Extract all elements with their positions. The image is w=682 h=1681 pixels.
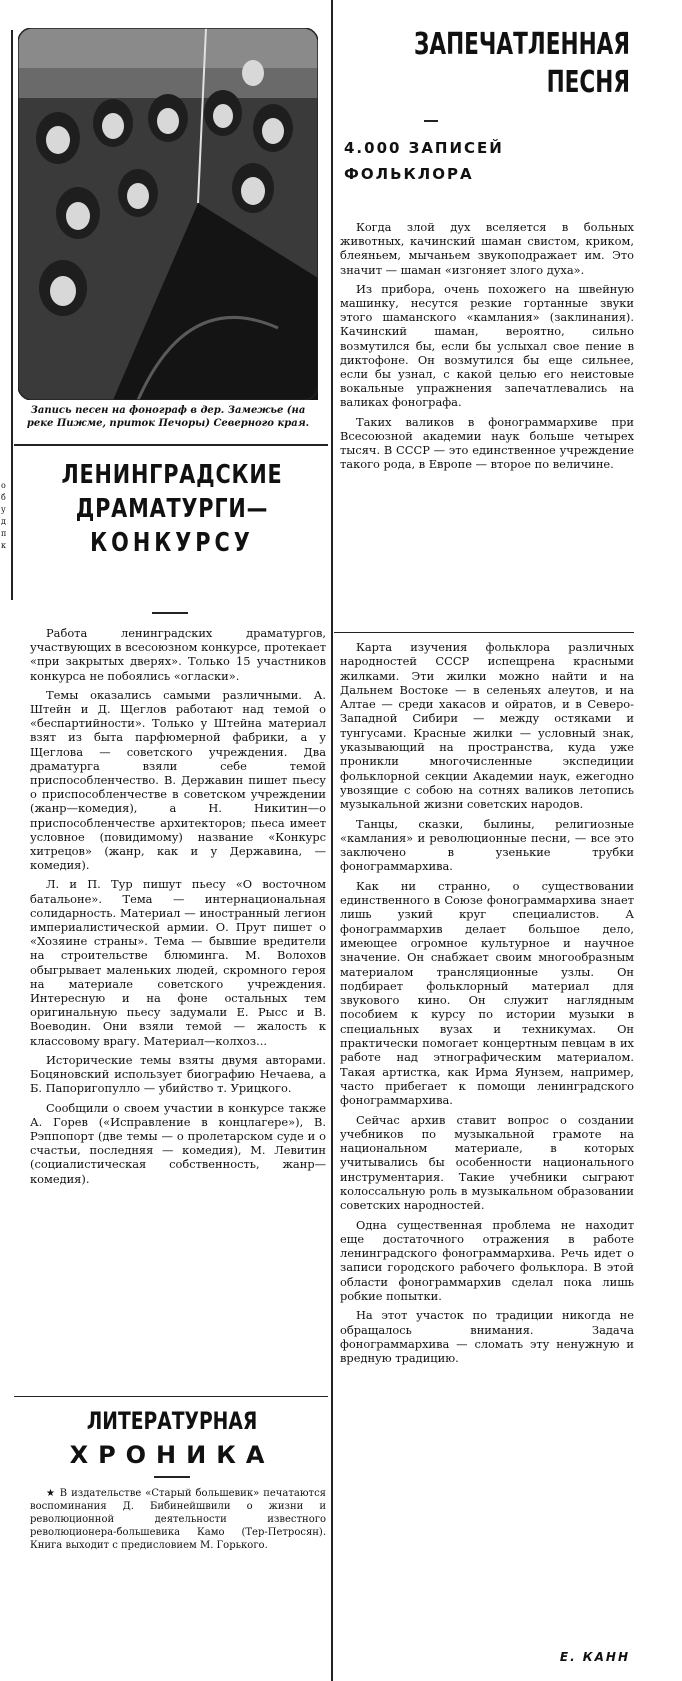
- folklore-paragraph-4: Карта изучения фольклора различных народностей СССР испещрена красными жилками. Эти жилки можно найти и на Дальнем Востоке — в селеньях алеутов, и на Алтае — среди хакасов и ойратов, и в Северо-Западной Сибири — между остяками и тунгусами. Красные жилки — условный знак, указывающий на пространства, куда уже проникли многочисленные экспедиции фольклорной секции Академии наук, ежегодно увозящие с собою на сотнях валиков летопись музыкальной жизни советских народов.: [340, 640, 634, 812]
- leningrad-headline-line-3: КОНКУРСУ: [90, 528, 254, 558]
- left-edge-rule: [11, 30, 13, 600]
- headline-dash: [424, 120, 438, 122]
- left-edge-strip: [0, 0, 14, 1681]
- folklore-subheadline: [344, 135, 624, 187]
- left-edge-fragment: о б у д п к: [1, 481, 7, 550]
- folklore-paragraph-3: Таких валиков в фонограммархиве при Всесоюзной академии наук больше четырех тысяч. В СССР — это единственное учреждение такого рода, в Европе — второе по величине.: [340, 414, 634, 472]
- folklore-paragraph-9: На этот участок по традиции никогда не обращалось внимания. Задача фонограммархива — сломать эту ненужную и вредную традицию.: [340, 1308, 634, 1366]
- folklore-paragraph-2: Из прибора, очень похожего на швейную машинку, несутся резкие гортанные звуки этого шаманского «камлания» (заклинания). Качинский шаман, вероятно, сильно возмутился бы, если бы услыхал свое пение в диктофоне. Он возмутился бы еще сильнее, если бы узнал, с какой целью его неистовые вокальные упражнения запечатлевались на валиках фонографа.: [340, 281, 634, 410]
- section-divider: [334, 632, 634, 633]
- leningrad-headline: [22, 458, 322, 560]
- leningrad-paragraph-2: Темы оказались самыми различными. А. Штейн и Д. Щеглов работают над темой о «беспартийности». Только у Штейна материал взят из быта парфюмерной фабрики, а у Щеглова — советского учреждения. Два драматурга взяли себе темой приспособленчество. В. Державин пишет пьесу о приспособленчестве в советском учреждении (жанр—комедия), а Н. Никитин—о приспособленчестве архитекторов; пьеса имеет условное (повидимому) название «Конкурс хитрецов» (жанр, как и у Державина, — комедия).: [30, 687, 326, 873]
- folklore-paragraph-1: Когда злой дух вселяется в больных животных, качинский шаман свистом, криком, блеяньем, мычаньем звукоподражает им. Это значит — шаман «изгоняет злого духа».: [340, 220, 634, 277]
- chronicle-headline-line-2: ХРОНИКА: [69, 1441, 275, 1469]
- author-signature-block: [340, 1650, 630, 1664]
- folklore-paragraph-6: Как ни странно, о существовании единственного в Союзе фонограммархива знает лишь узкий круг специалистов. А фонограммархив делает большое дело, имеющее огромное культурное и научное значение. Он снабжает своим многообразным материалом трансляционные узлы. Он подбирает фольклорный материал для звукового кино. Он служит наглядным пособием к курсу по истории музыки в специальных вузах и техникумах. Он практически помогает концертным певцам в их работе над этнографическим материалом. Такая артистка, как Ирма Яунзем, например, часто прибегает к помощи ленинградского фонограммархива.: [340, 878, 634, 1108]
- folklore-paragraph-7: Сейчас архив ставит вопрос о создании учебников по музыкальной грамоте на национальном материале, в которых учитывались бы особенности национального инструментария. Такие учебники сыграют колоссальную роль в музыкальном образовании советских народностей.: [340, 1112, 634, 1213]
- folklore-recording-photo: [18, 28, 318, 400]
- folklore-headline: [330, 26, 630, 102]
- leningrad-paragraph-5: Сообщили о своем участии в конкурсе также А. Горев («Исправление в концлагере»), В. Рэппопорт (две темы — о пролетарском суде и о счастьи, последняя — комедия), М. Левитин (социалистическая собственность, жанр—комедия).: [30, 1100, 326, 1186]
- leningrad-article-body: [30, 626, 326, 1191]
- folklore-headline-line-2: ПЕСНЯ: [546, 65, 630, 100]
- chronicle-headline-line-1: ЛИТЕРАТУРНАЯ: [86, 1407, 258, 1435]
- leningrad-paragraph-1: Работа ленинградских драматургов, участвующих в всесоюзном конкурсе, протекает «при закрытых дверях». Только 15 участников конкурса не побоялись «огласки».: [30, 626, 326, 683]
- folklore-subheadline-line-1: 4.000 ЗАПИСЕЙ: [344, 139, 504, 157]
- headline-dash: [152, 612, 188, 614]
- leningrad-paragraph-3: Л. и П. Тур пишут пьесу «О восточном батальоне». Тема — интернациональная солидарность. Материал — иностранный легион империалистической армии. О. Прут пишет о «Хозяине страны». Тема — бывшие вредители на строительстве блюминга. М. Волохов обыгрывает маленьких людей, скромного героя на материале советского учреждения. Интересную и на фоне остальных тем оригинальную пьесу задумали Е. Рысс и В. Воеводин. Они взяли темой — жалость к классовому врагу. Материал—колхоз...: [30, 877, 326, 1048]
- section-divider: [14, 444, 328, 446]
- section-divider: [14, 1396, 328, 1397]
- chronicle-paragraph: ★ В издательстве «Старый большевик» печатаются воспоминания Д. Бибинейшвили о жизни и революционной деятельности известного революционера-большевика Камо (Тер-Петросян). Книга выходит с предисловием М. Горького.: [30, 1488, 326, 1551]
- folklore-paragraph-8: Одна существенная проблема не находит еще достаточного отражения в работе ленинградского фонограммархива. Речь идет о записи городского рабочего фольклора. В этой области фонограммархив сделал пока лишь робкие попытки.: [340, 1217, 634, 1304]
- literary-chronicle-body: [30, 1487, 326, 1557]
- headline-dash: [154, 1476, 190, 1478]
- leningrad-paragraph-4: Исторические темы взяты двумя авторами. Боцяновский использует биографию Нечаева, а Б. Папоригопулло — убийство т. Урицкого.: [30, 1052, 326, 1096]
- photo-caption: Запись песен на фонограф в дер. Замежье (на реке Пижме, приток Печоры) Северного края.: [26, 405, 310, 429]
- folklore-article-body-top: [340, 220, 634, 476]
- photo-illustration: [18, 28, 318, 400]
- folklore-article-body-bottom: [340, 640, 634, 1371]
- literary-chronicle-headline: [22, 1404, 322, 1472]
- folklore-paragraph-5: Танцы, сказки, былины, религиозные «камлания» и революционные песни, — все это заключено в узенькие трубки фонограммархива.: [340, 816, 634, 874]
- folklore-headline-line-1: ЗАПЕЧАТЛЕННАЯ: [414, 27, 630, 62]
- column-rule: [331, 0, 333, 1681]
- author-signature: Е. КАНН: [559, 1650, 630, 1664]
- leningrad-headline-line-1: ЛЕНИНГРАДСКИЕ: [61, 460, 283, 490]
- folklore-subheadline-line-2: ФОЛЬКЛОРА: [344, 165, 474, 183]
- leningrad-headline-line-2: ДРАМАТУРГИ—: [75, 494, 269, 524]
